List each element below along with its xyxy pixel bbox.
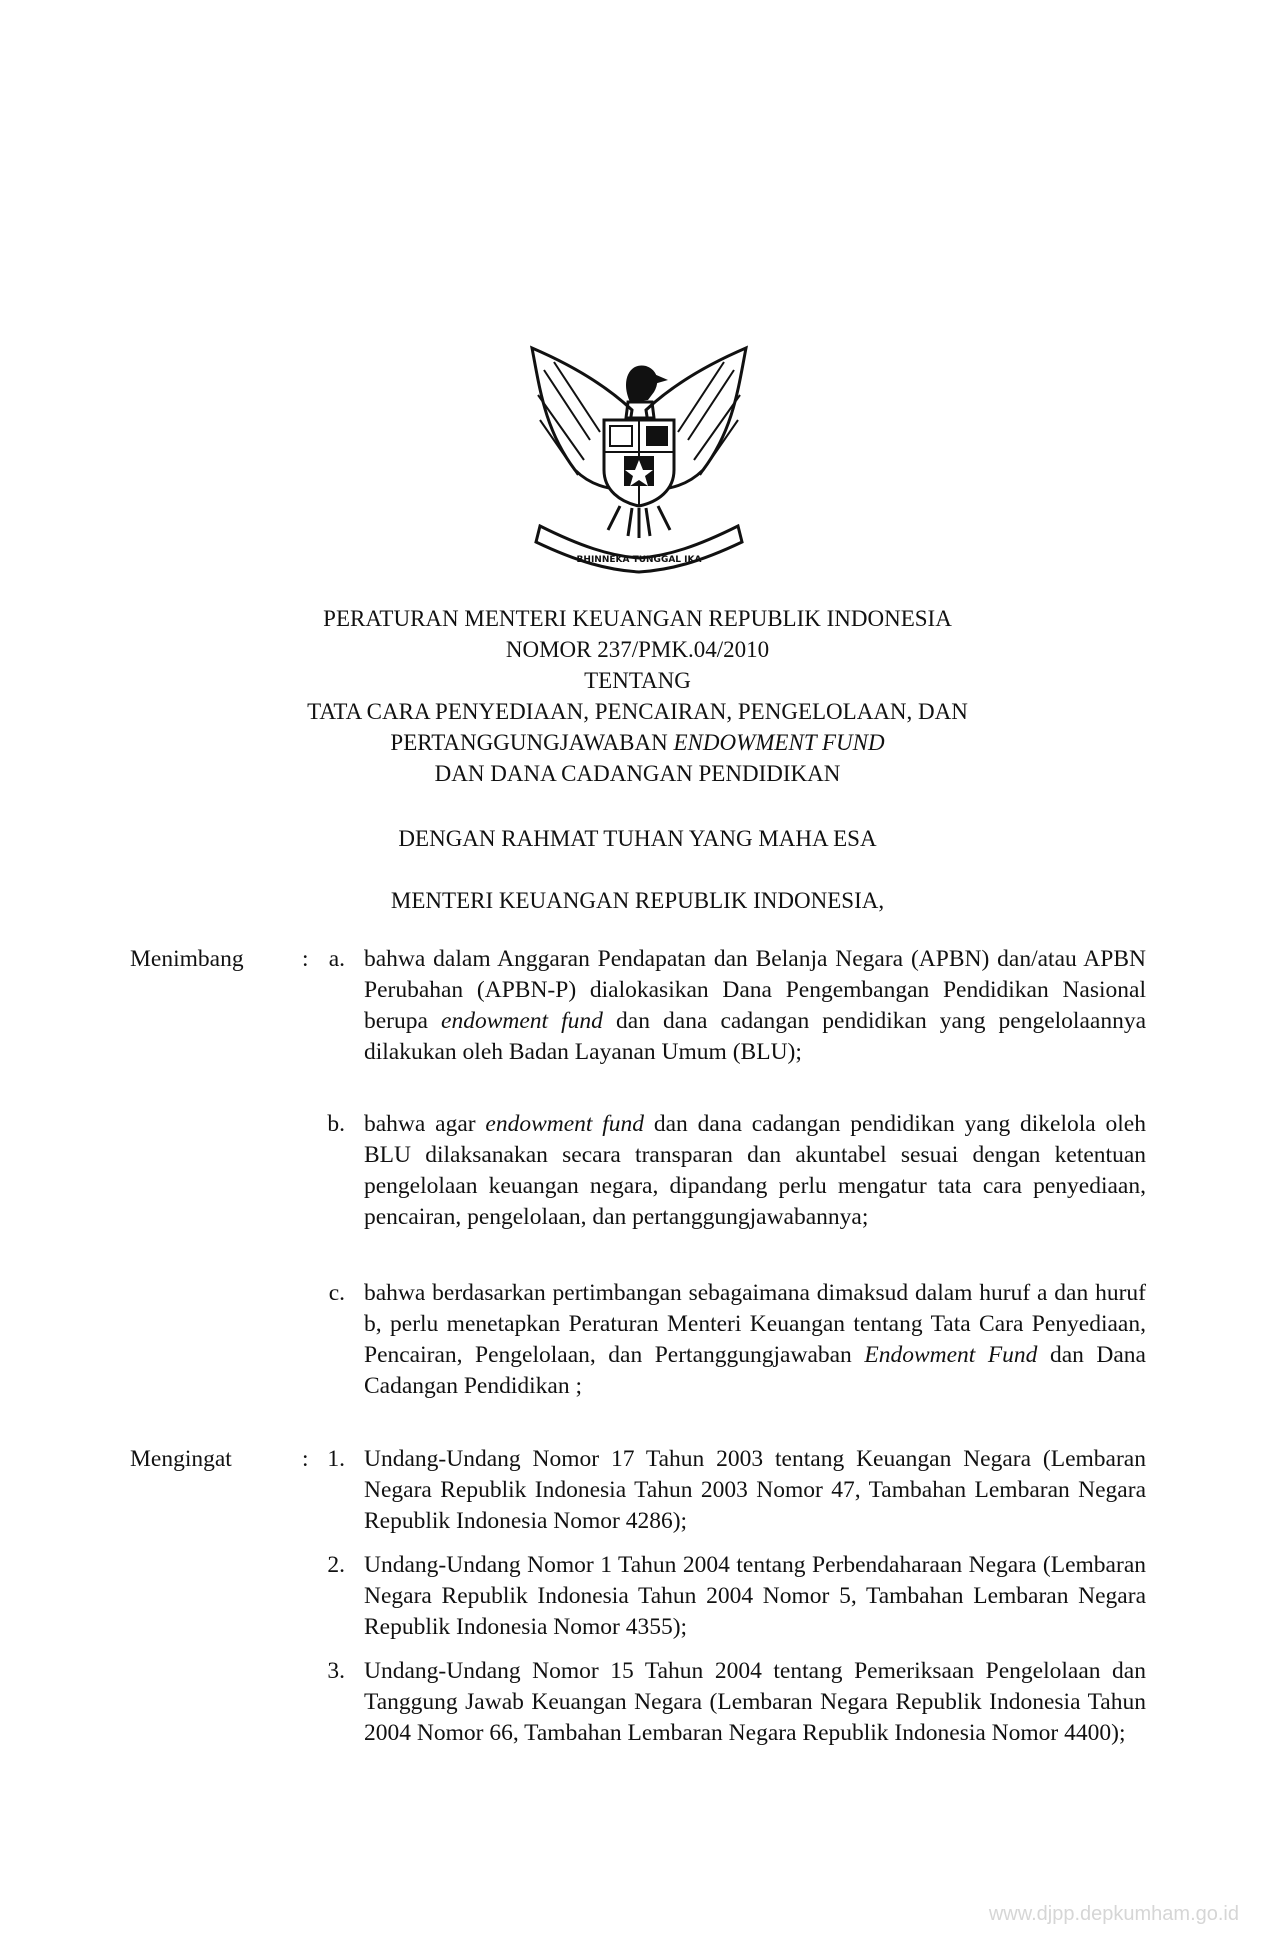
item-text-italic: Endowment Fund [864, 1342, 1038, 1368]
item-marker: a. [328, 946, 345, 972]
item-marker: 2. [327, 1552, 345, 1578]
item-text-italic: endowment fund [441, 1008, 603, 1034]
title-line-4: TATA CARA PENYEDIAAN, PENCAIRAN, PENGELOLAAN, DAN [307, 699, 968, 724]
title-line-1: PERATURAN MENTERI KEUANGAN REPUBLIK INDONESIA [323, 606, 952, 631]
garuda-emblem-icon [520, 340, 758, 575]
title-line-5 [0, 727, 1275, 758]
item-marker: b. [327, 1111, 345, 1137]
item-text [364, 1109, 1146, 1233]
item-text-part: bahwa dalam Anggaran Pendapatan dan Belanja Negara (APBN) dan/atau APBN Perubahan (APBN-P) dialokasikan Dana Pengembangan Pendidikan Nasional berupa [364, 946, 1146, 1034]
menimbang-label: Menimbang [130, 946, 244, 972]
item-text-part: bahwa agar [364, 1111, 486, 1137]
title-tentang: TENTANG [584, 668, 691, 693]
garuda-emblem [520, 340, 758, 575]
minister-heading: MENTERI KEUANGAN REPUBLIK INDONESIA, [390, 888, 885, 913]
regulation-title [0, 603, 1275, 789]
item-text-part: bahwa berdasarkan pertimbangan sebagaimana dimaksud dalam huruf a dan huruf b, perlu menetapkan Peraturan Menteri Keuangan tentang Tata Cara Penyediaan, Pencairan, Pengelolaan, dan Pertanggungjawaban [364, 1280, 1146, 1368]
item-text [364, 1278, 1146, 1402]
mengingat-label: Mengingat [130, 1446, 232, 1472]
title-line-5-plain: PERTANGGUNGJAWABAN [390, 730, 674, 755]
item-text-italic: endowment fund [485, 1111, 645, 1137]
item-text-part: dan dana cadangan pendidikan yang pengelolaannya dilakukan oleh Badan Layanan Umum (BLU); [364, 1008, 1147, 1065]
item-text: Undang-Undang Nomor 17 Tahun 2003 tentang Keuangan Negara (Lembaran Negara Republik Indonesia Tahun 2003 Nomor 47, Tambahan Lembaran Negara Republik Indonesia Nomor 4286); [364, 1446, 1146, 1534]
item-marker: c. [328, 1280, 345, 1306]
item-text-part: dan Dana Cadangan Pendidikan ; [364, 1342, 1146, 1399]
item-text: Undang-Undang Nomor 15 Tahun 2004 tentang Pemeriksaan Pengelolaan dan Tanggung Jawab Keuangan Negara (Lembaran Negara Republik Indonesia Tahun 2004 Nomor 66, Tambahan Lembaran Negara Republik Indonesia Nomor 4400); [364, 1658, 1146, 1746]
title-number: NOMOR 237/PMK.04/2010 [505, 637, 770, 662]
menimbang-colon: : [302, 946, 309, 972]
item-text [364, 944, 1146, 1068]
watermark: www.djpp.depkumham.go.id [988, 1903, 1239, 1925]
title-line-5-italic: ENDOWMENT FUND [673, 730, 885, 755]
item-marker: 3. [327, 1658, 345, 1684]
item-marker: 1. [327, 1446, 345, 1472]
item-text-part: dan dana cadangan pendidikan yang dikelola oleh BLU dilaksanakan secara transparan dan akuntabel sesuai dengan ketentuan pengelolaan keuangan negara, dipandang perlu mengatur tata cara penyediaan, pencairan, pengelolaan, dan pertanggungjawabannya; [364, 1111, 1146, 1230]
title-line-6: DAN DANA CADANGAN PENDIDIKAN [434, 761, 841, 786]
item-text: Undang-Undang Nomor 1 Tahun 2004 tentang Perbendaharaan Negara (Lembaran Negara Republik Indonesia Tahun 2004 Nomor 5, Tambahan Lembaran Negara Republik Indonesia Nomor 4355); [364, 1552, 1146, 1640]
emblem-motto: BHINNEKA TUNGGAL IKA [576, 555, 702, 565]
invocation: DENGAN RAHMAT TUHAN YANG MAHA ESA [398, 826, 877, 851]
mengingat-colon: : [302, 1446, 309, 1472]
